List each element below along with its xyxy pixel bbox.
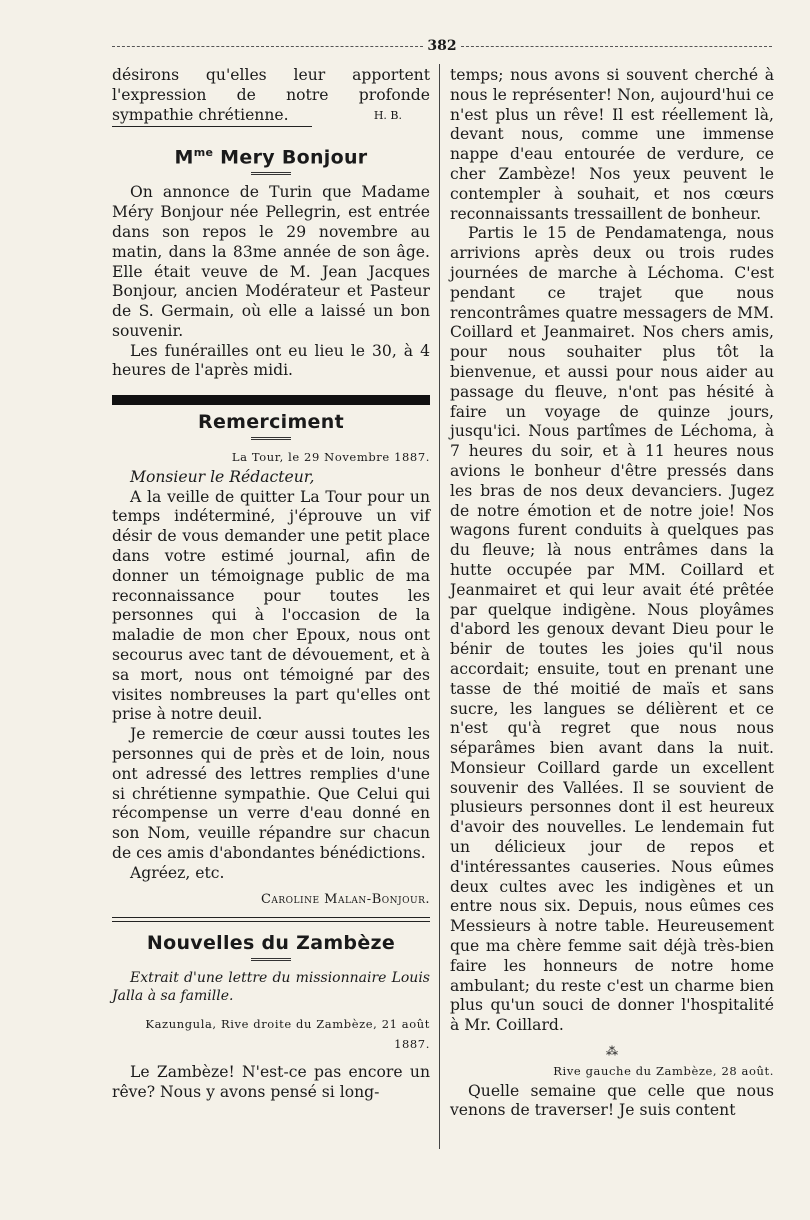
title-rule <box>251 437 291 440</box>
section-rule <box>112 917 430 918</box>
title-rule <box>251 172 291 175</box>
page-number: 382 <box>427 38 457 54</box>
paragraph: Le Zambèze! N'est-ce pas encore un rêve? Nous y avons pensé si long- <box>112 1062 430 1101</box>
paragraph: A la veille de quitter La Tour pour un temps indéterminé, j'éprouve un vif désir de vous demander une petit place dans votre estimé journal, afin de donner un témoignage public de ma reconnaissance pour toutes les personnes qui à l'occasion de la maladie de mon cher Epoux, nous ont secourus avec tant de dévouement, et à sa mort, nous ont témoigné par des visites nombreuses la part qu'elles ont prise à notre deuil. <box>112 487 430 724</box>
section-stars: ⁂ <box>606 1044 618 1059</box>
paragraph: Partis le 15 de Pendamatenga, nous arrivions après deux ou trois rudes journées de marche à Léchoma. C'est pendant ce trajet que nous rencontrâmes quatre messagers de MM. Coillard et Jeanmairet. Nos chers amis, pour nous souhaiter plus tôt la bienvenue, et aussi pour nous aider au passage du fleuve, n'ont pas hésité à faire un voyage de quinze jours, jusqu'ici. Nous partîmes de Léchoma, à 7 heures du soir, et à 11 heures nous avions le bonheur d'être pressés dans les bras de nos deux devanciers. Jugez de notre émotion et de notre joie! Nos wagons furent conduits à quelques pas du fleuve; là nous entrâmes dans la hutte occupée par MM. Coillard et Jeanmairet et qui leur avait été prêtée par quelque indigène. Nous ployâmes d'abord les genoux devant Dieu pour le bénir de toutes les joies qu'il nous accordait; ensuite, tout en prenant une tasse de thé moitié de maïs et sans sucre, les langues se délièrent et ce n'est qu'à regret que nous nous séparâmes bien avant dans la nuit. Monsieur Coillard garde un excellent souvenir des Vallées. Il se souvient de plusieurs personnes dont il est heureux d'avoir des nouvelles. Le lendemain fut un délicieux jour de repos et d'intéressantes causeries. Nous eûmes deux cultes avec les indigènes et un entre nous six. Depuis, nous eûmes ces Messieurs à notre table. Heureusement que ma chère femme sait déjà très-bien faire les honneurs de notre home ambulant; du reste c'est un charme bien plus qu'un souci de donner l'hospitalité à Mr. Coillard. <box>450 224 774 1035</box>
salutation: Monsieur le Rédacteur, <box>130 467 315 486</box>
paragraph: Je remercie de cœur aussi toutes les personnes qui de près et de loin, nous ont adressé des lettres remplies d'une si chrétienne sympathie. Que Celui qui récompense un verre d'eau donné en son Nom, veuille répandre sur chacun de ces amis d'abondantes bénédictions. <box>112 725 430 863</box>
dateline: Rive gauche du Zambèze, 28 août. <box>553 1063 774 1078</box>
right-column <box>450 66 774 1121</box>
paragraph: Quelle semaine que celle que nous venons de traverser! Je suis content <box>450 1081 774 1120</box>
header-rule-left <box>112 46 423 47</box>
obituary-title: $M^{me}$ Mery Bonjour <box>174 146 368 169</box>
left-column <box>112 66 430 1102</box>
paragraph: Agréez, etc. <box>130 863 225 882</box>
dateline: Kazungula, Rive droite du Zambèze, 21 août 1887. <box>145 1017 430 1051</box>
paragraph: désirons qu'elles leur apportent l'expression de notre profonde sympathie chrétienne. <box>112 66 430 124</box>
news-title: Nouvelles du Zambèze <box>146 932 396 955</box>
paragraph: Les funérailles ont eu lieu le 30, à 4 heures de l'après midi. <box>112 341 430 380</box>
paragraph: On annonce de Turin que Madame Méry Bonjour née Pellegrin, est entrée dans son repos le 29 novembre au matin, dans la 83me année de son âge. Elle était veuve de M. Jean Jacques Bonjour, ancien Modérateur et Pasteur de S. Germain, où elle a laissé un bon souvenir. <box>112 183 430 340</box>
section-rule <box>112 126 312 127</box>
dateline: La Tour, le 29 Novembre 1887. <box>231 450 430 465</box>
paragraph: temps; nous avons si souvent cherché à nous le représenter! Non, aujourd'hui ce n'est plus un rêve! Il est réellement là, devant nous, comme une immense nappe d'eau entourée de verdure, ce cher Zambèze! Nos yeux peuvent le contempler à souhait, et nos cœurs reconnaissants tressaillent de bonheur. <box>450 66 774 223</box>
column-divider <box>439 64 440 1149</box>
section-rule <box>112 921 430 922</box>
signoff-initials: H. B. <box>373 109 402 123</box>
thanks-title: Remerciment <box>198 411 344 434</box>
signature: Caroline Malan-Bonjour. <box>260 891 430 907</box>
thick-section-rule <box>112 395 430 405</box>
header-rule-right <box>461 46 772 47</box>
title-rule <box>251 958 291 961</box>
extract-note: Extrait d'une lettre du missionnaire Louis Jalla à sa famille. <box>112 970 430 1005</box>
page-header <box>112 36 772 56</box>
